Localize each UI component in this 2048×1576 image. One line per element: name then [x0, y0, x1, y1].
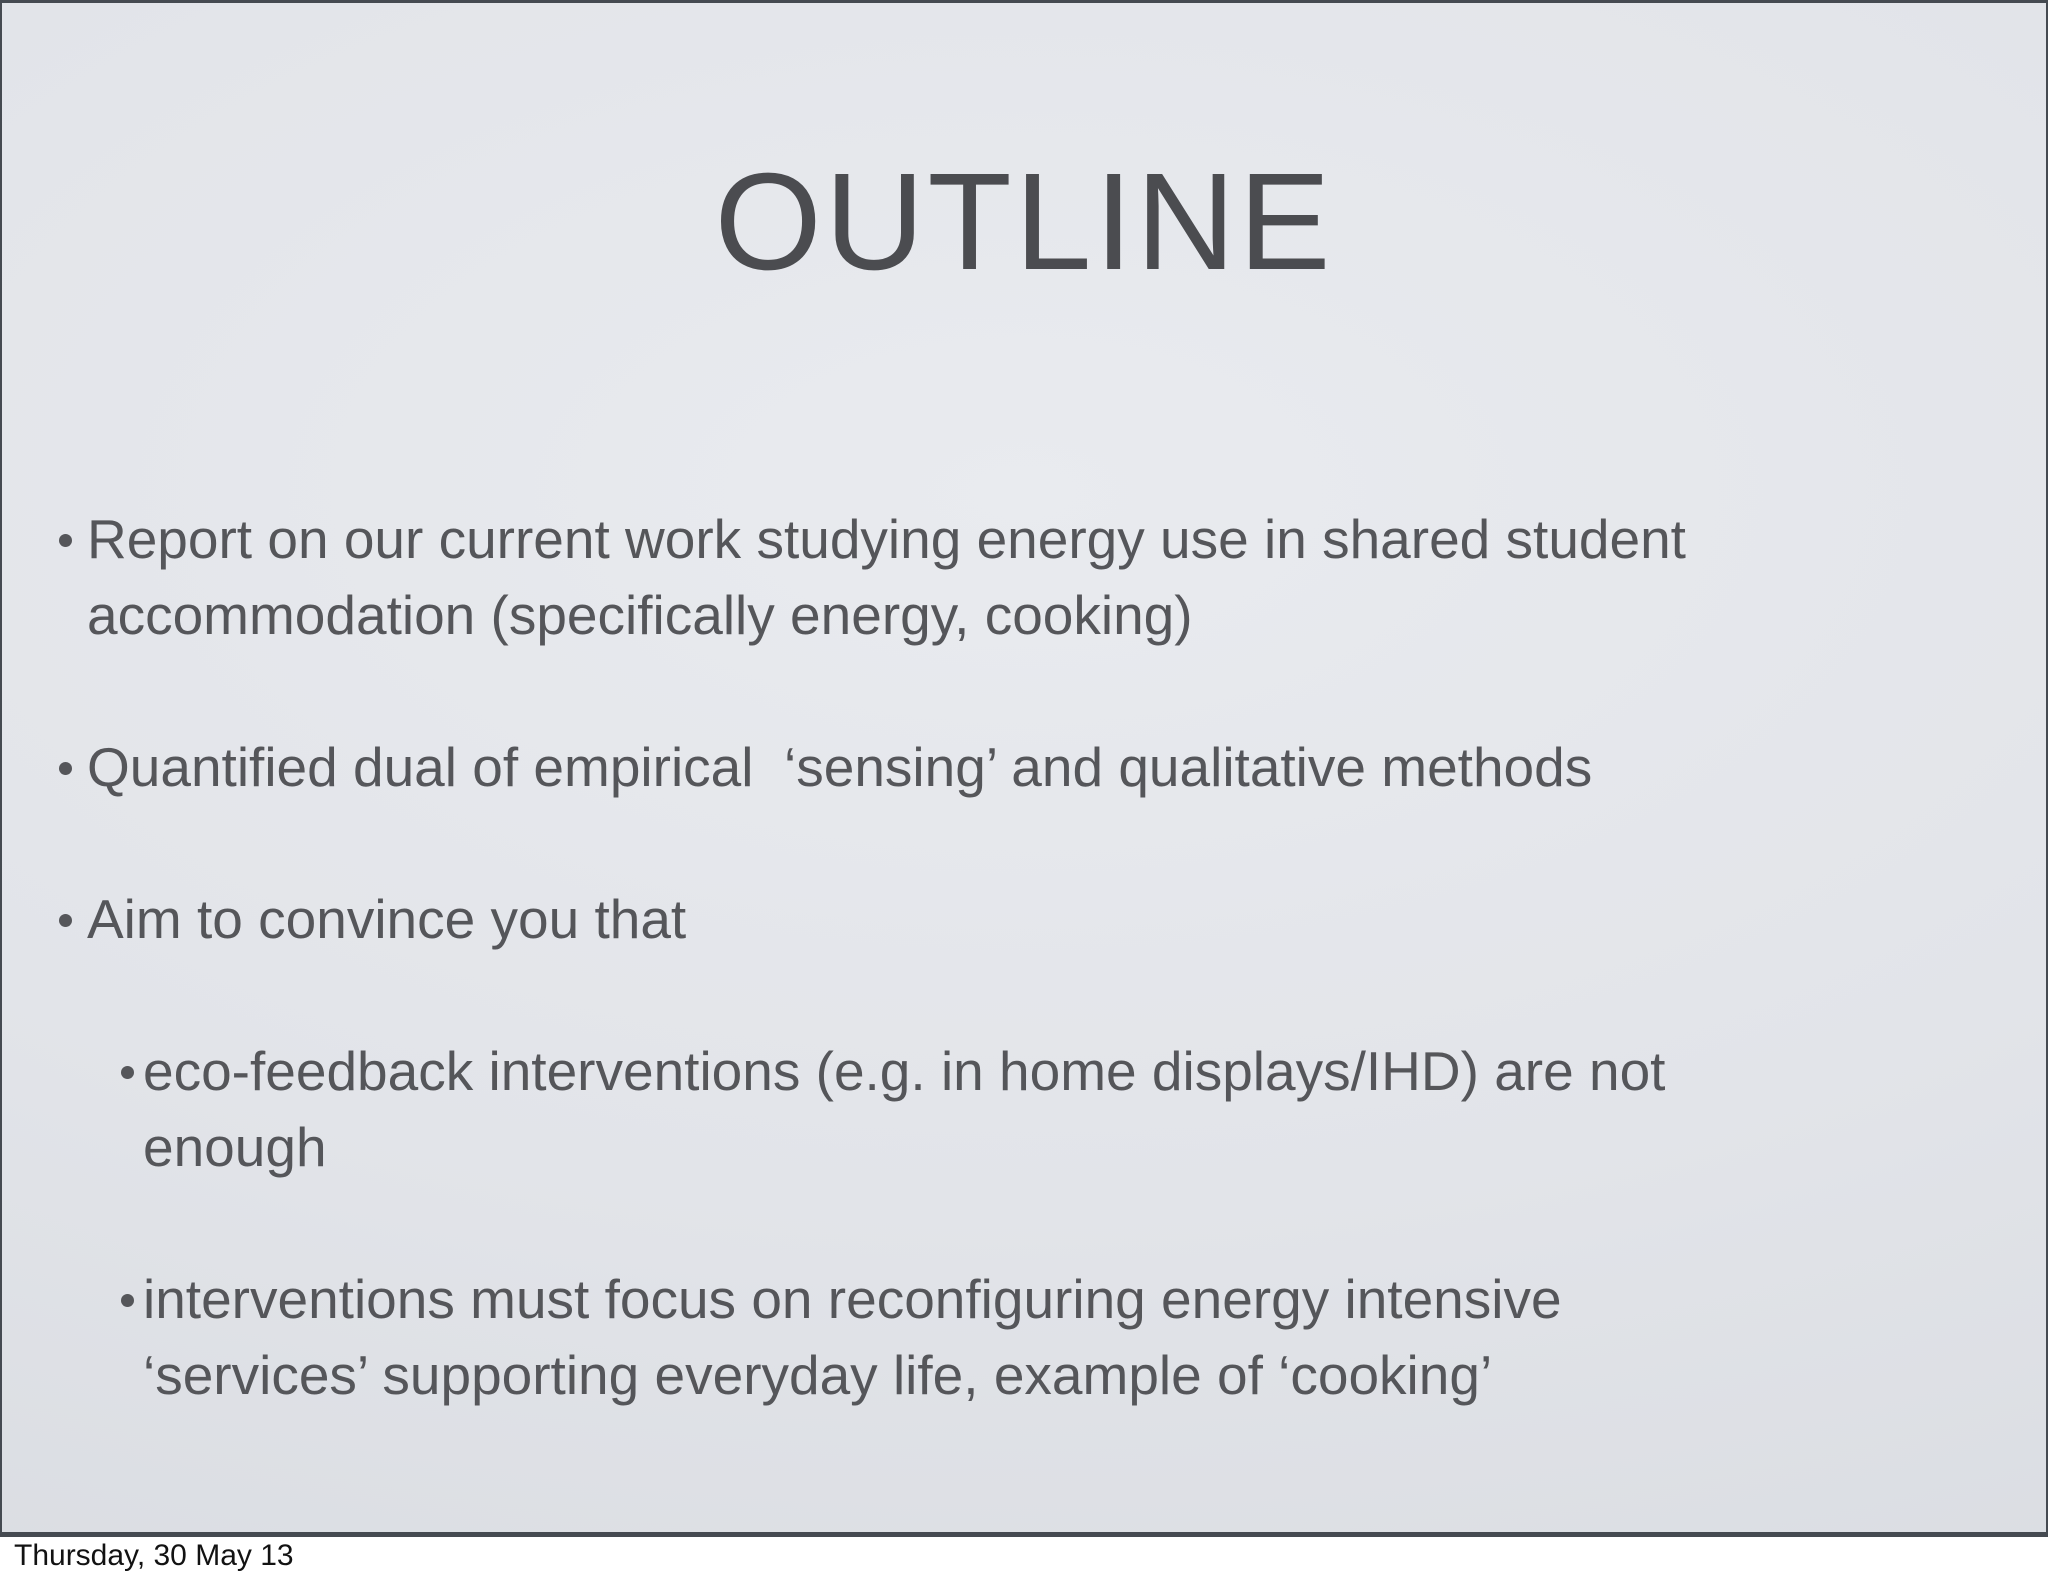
bullet-dot	[59, 914, 72, 927]
bullet-item	[2, 501, 2016, 653]
bullet-item	[2, 881, 2016, 957]
bullet-dot	[59, 762, 72, 775]
bullet-text	[87, 881, 686, 957]
bullet-dot	[121, 1066, 134, 1079]
bullet-list	[2, 501, 2016, 1489]
bullet-line: interventions must focus on reconfiguring energy intensive	[143, 1268, 1562, 1330]
bullet-line: Aim to convince you that	[87, 888, 687, 950]
slide-title: OUTLINE	[714, 145, 1334, 299]
slide-date: Thursday, 30 May 13	[14, 1539, 294, 1572]
bullet-line: enough	[143, 1116, 327, 1178]
bullet-dot	[59, 534, 72, 547]
bullet-line: Report on our current work studying energy use in shared student	[87, 508, 1686, 570]
footer-bar	[0, 1537, 2048, 1576]
bullet-line: accommodation (specifically energy, cooking)	[87, 584, 1193, 646]
bullet-item	[2, 1033, 2016, 1185]
bullet-text	[87, 501, 1686, 653]
bullet-dot	[121, 1294, 134, 1307]
bullet-text	[87, 729, 1592, 805]
bullet-line: eco-feedback interventions (e.g. in home displays/IHD) are not	[143, 1040, 1666, 1102]
bullet-item	[2, 729, 2016, 805]
bullet-line: Quantified dual of empirical ‘sensing’ and qualitative methods	[87, 736, 1593, 798]
bullet-item	[2, 1261, 2016, 1413]
bullet-text	[143, 1261, 1562, 1413]
bullet-text	[143, 1033, 1665, 1185]
bullet-line: ‘services’ supporting everyday life, example of ‘cooking’	[143, 1344, 1493, 1406]
